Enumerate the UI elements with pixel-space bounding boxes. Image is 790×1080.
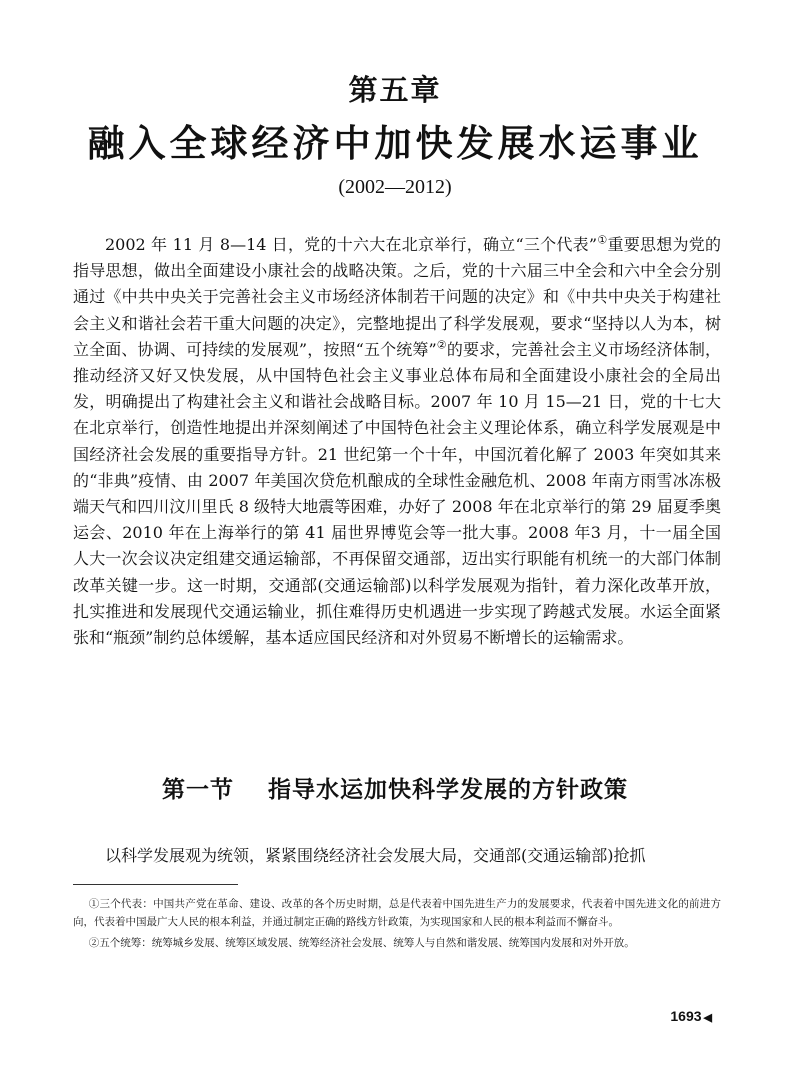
section-heading (0, 771, 790, 804)
footnote-ref-1: ① (597, 233, 608, 247)
chapter-label: 第五章 (348, 73, 442, 107)
chapter-years: (2002—2012) (338, 176, 452, 198)
page-arrow-icon: ◀ (703, 1012, 712, 1024)
section-title: 指导水运加快科学发展的方针政策 (268, 777, 628, 803)
section-number: 第一节 (162, 777, 234, 803)
footnote-ref-2: ② (436, 338, 447, 352)
footnote-1: ①三个代表：中国共产党在革命、建设、改革的各个历史时期，总是代表着中国先进生产力的发展要求，代表着中国先进文化的前进方向，代表着中国最广大人民的根本利益，并通过制定正确的路线方针政策，为实现国家和人民的根本利益而不懈奋斗。 (73, 898, 721, 928)
chapter-intro-paragraph (73, 232, 721, 651)
page-number-value: 1693 (670, 1008, 702, 1024)
section-intro-paragraph: 以科学发展观为统领，紧紧围绕经济社会发展大局，交通部(交通运输部)抢抓 (105, 846, 646, 865)
footnote-divider (73, 884, 238, 885)
footnote-2: ②五个统筹：统筹城乡发展、统筹区域发展、统筹经济社会发展、统筹人与自然和谐发展、统筹国内发展和对外开放。 (88, 937, 635, 949)
chapter-title: 融入全球经济中加快发展水运事业 (87, 122, 703, 165)
footnotes (73, 896, 721, 957)
page-number (670, 1008, 712, 1024)
intro-text-part3: 的要求，完善社会主义市场经济体制，推动经济又好又快发展，从中国特色社会主义事业总体布局和全面建设小康社会的全局出发，明确提出了构建社会主义和谐社会战略目标。2007 年 10 月 15—21 日，党的十七大在北京举行，创造性地提出并深刻阐述了中国特色社会主义理论体系，确立科学发展观是中国经济社会发展的重要指导方针。21 世纪第一个十年，中国沉着化解了 2003 年突如其来的“非典”疫情、由 2007 年美国次贷危机酿成的全球性金融危机、2008 年南方雨雪冰冻极端天气和四川汶川里氏 8 级特大地震等困难，办好了 2008 年在北京举行的第 29 届夏季奥运会、2010 年在上海举行的第 41 届世界博览会等一批大事。2008 年3 月，十一届全国人大一次会议决定组建交通运输部，不再保留交通部，迈出实行职能有机统一的大部门体制改革关键一步。这一时期，交通部(交通运输部)以科学发展观为指针，着力深化改革开放，扎实推进和发展现代交通运输业，抓住难得历史机遇进一步实现了跨越式发展。水运全面紧张和“瓶颈”制约总体缓解，基本适应国民经济和对外贸易不断增长的运输需求。 (73, 339, 721, 648)
intro-text-part1: 2002 年 11 月 8—14 日，党的十六大在北京举行，确立“三个代表” (105, 235, 598, 254)
intro-text-part2: 重要思想为党的指导思想，做出全面建设小康社会的战略决策。之后，党的十六届三中全会和六中全会分别通过《中共中央关于完善社会主义市场经济体制若干问题的决定》和《中共中央关于构建社会主义和谐社会若干重大问题的决定》，完整地提出了科学发展观，要求“坚持以人为本，树立全面、协调、可持续的发展观”，按照“五个统筹” (73, 235, 721, 359)
